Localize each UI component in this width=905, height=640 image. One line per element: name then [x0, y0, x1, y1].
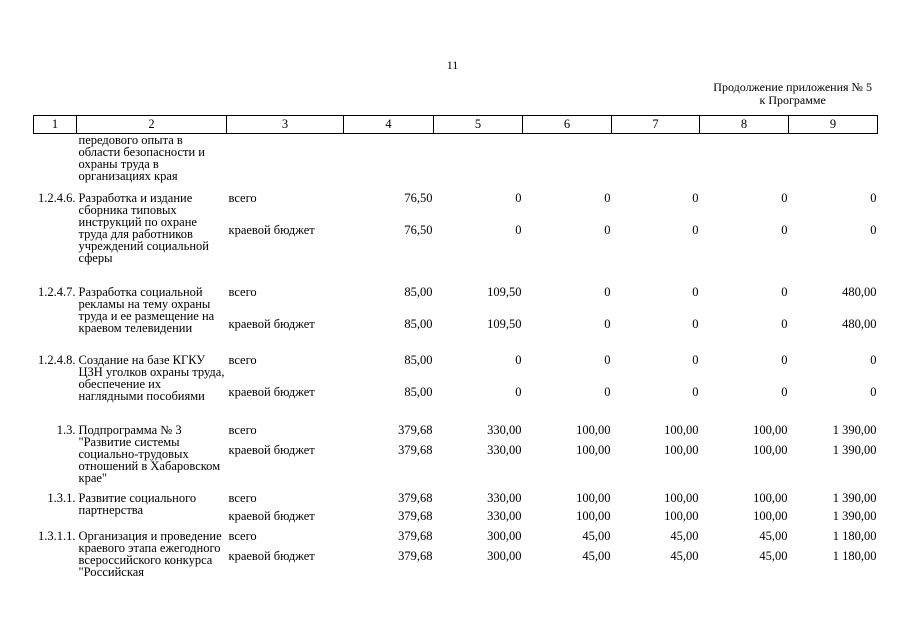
appendix-note-line1: Продолжение приложения № 5: [713, 80, 872, 94]
appendix-note: [713, 81, 872, 107]
value-cell: 45,00: [670, 549, 699, 563]
value-cell: 1 390,00: [832, 423, 877, 437]
table-row: [34, 424, 878, 444]
item-name: Создание на базе КГКУ ЦЗН уголков охраны труда, обеспечение их наглядными пособиями: [78, 353, 225, 403]
table-row: [34, 134, 878, 193]
value-cell: 100,00: [753, 423, 788, 437]
value-cell: 45,00: [582, 549, 611, 563]
header-cell: 4: [344, 116, 434, 134]
funding-source: всего: [228, 285, 257, 299]
value-cell: 0: [604, 285, 611, 299]
funding-source: всего: [228, 423, 257, 437]
item-code: 1.3.1.: [47, 491, 76, 505]
header-cell: 9: [789, 116, 878, 134]
funding-source: краевой бюджет: [228, 317, 315, 331]
value-cell: 0: [604, 385, 611, 399]
value-cell: 0: [781, 353, 788, 367]
program-table: [33, 115, 878, 596]
value-cell: 300,00: [487, 529, 522, 543]
value-cell: 0: [870, 223, 877, 237]
value-cell: 330,00: [487, 491, 522, 505]
value-cell: 109,50: [487, 317, 522, 331]
value-cell: 0: [692, 385, 699, 399]
value-cell: 379,68: [398, 491, 433, 505]
item-code: 1.3.: [56, 423, 76, 437]
value-cell: 300,00: [487, 549, 522, 563]
funding-source: краевой бюджет: [228, 509, 315, 523]
table-row: [34, 354, 878, 386]
value-cell: 1 180,00: [832, 549, 877, 563]
funding-source: всего: [228, 491, 257, 505]
value-cell: 0: [781, 223, 788, 237]
table-row: [34, 286, 878, 318]
item-name: Развитие социального партнерства: [78, 491, 197, 517]
table-row: [34, 492, 878, 510]
item-name: Подпрограмма № 3 "Развитие системы социально-трудовых отношений в Хабаровском крае": [78, 423, 221, 485]
funding-source: краевой бюджет: [228, 443, 315, 457]
value-cell: 100,00: [753, 509, 788, 523]
value-cell: 1 390,00: [832, 509, 877, 523]
value-cell: 330,00: [487, 443, 522, 457]
value-cell: 0: [781, 285, 788, 299]
table-row: [34, 192, 878, 224]
value-cell: 0: [781, 317, 788, 331]
header-cell: 7: [612, 116, 700, 134]
funding-source: всего: [228, 353, 257, 367]
value-cell: 85,00: [404, 317, 433, 331]
funding-source: краевой бюджет: [228, 385, 315, 399]
header-cell: 5: [434, 116, 523, 134]
value-cell: 379,68: [398, 549, 433, 563]
value-cell: 480,00: [842, 285, 877, 299]
item-code: 1.2.4.6.: [38, 191, 76, 205]
value-cell: 0: [870, 191, 877, 205]
value-cell: 109,50: [487, 285, 522, 299]
value-cell: 100,00: [576, 423, 611, 437]
header-cell: 8: [700, 116, 789, 134]
funding-source: всего: [228, 529, 257, 543]
header-cell: 3: [227, 116, 344, 134]
item-name: передового опыта в области безопасности и охраны труда в организациях края: [78, 133, 205, 183]
value-cell: 0: [515, 223, 522, 237]
value-cell: 85,00: [404, 353, 433, 367]
value-cell: 0: [692, 317, 699, 331]
value-cell: 0: [604, 353, 611, 367]
value-cell: 85,00: [404, 285, 433, 299]
value-cell: 100,00: [576, 509, 611, 523]
value-cell: 379,68: [398, 509, 433, 523]
value-cell: 0: [692, 191, 699, 205]
funding-source: краевой бюджет: [228, 549, 315, 563]
funding-source: всего: [228, 191, 257, 205]
value-cell: 379,68: [398, 529, 433, 543]
value-cell: 330,00: [487, 509, 522, 523]
header-cell: 6: [523, 116, 612, 134]
value-cell: 0: [515, 385, 522, 399]
header-cell: 1: [34, 116, 77, 134]
value-cell: 45,00: [670, 529, 699, 543]
value-cell: 0: [870, 385, 877, 399]
table-row: [34, 530, 878, 550]
value-cell: 480,00: [842, 317, 877, 331]
page-number: 11: [446, 58, 459, 72]
value-cell: 100,00: [576, 491, 611, 505]
item-name: Разработка социальной рекламы на тему охраны труда и ее размещение на краевом телевидении: [78, 285, 215, 335]
header-cell: 2: [77, 116, 227, 134]
value-cell: 100,00: [753, 443, 788, 457]
value-cell: 379,68: [398, 423, 433, 437]
value-cell: 1 390,00: [832, 491, 877, 505]
value-cell: 100,00: [753, 491, 788, 505]
value-cell: 100,00: [576, 443, 611, 457]
value-cell: 85,00: [404, 385, 433, 399]
value-cell: 0: [515, 191, 522, 205]
value-cell: 0: [692, 223, 699, 237]
value-cell: 330,00: [487, 423, 522, 437]
value-cell: 0: [604, 317, 611, 331]
item-name: Организация и проведение краевого этапа ежегодного всероссийского конкурса "Российская: [78, 529, 222, 579]
value-cell: 100,00: [664, 491, 699, 505]
value-cell: 76,50: [404, 223, 433, 237]
value-cell: 379,68: [398, 443, 433, 457]
value-cell: 45,00: [759, 549, 788, 563]
header-row: [34, 116, 878, 134]
item-code: 1.2.4.8.: [38, 353, 76, 367]
value-cell: 0: [604, 223, 611, 237]
value-cell: 0: [692, 353, 699, 367]
appendix-note-line2: к Программе: [759, 93, 826, 107]
value-cell: 100,00: [664, 443, 699, 457]
value-cell: 76,50: [404, 191, 433, 205]
item-name: Разработка и издание сборника типовых инструкций по охране труда для работников учреждений социальной сферы: [78, 191, 209, 265]
value-cell: 45,00: [582, 529, 611, 543]
value-cell: 0: [692, 285, 699, 299]
value-cell: 0: [781, 191, 788, 205]
value-cell: 1 180,00: [832, 529, 877, 543]
value-cell: 0: [515, 353, 522, 367]
value-cell: 1 390,00: [832, 443, 877, 457]
value-cell: 0: [870, 353, 877, 367]
value-cell: 100,00: [664, 509, 699, 523]
item-code: 1.2.4.7.: [38, 285, 76, 299]
value-cell: 0: [604, 191, 611, 205]
value-cell: 100,00: [664, 423, 699, 437]
funding-source: краевой бюджет: [228, 223, 315, 237]
value-cell: 45,00: [759, 529, 788, 543]
item-code: 1.3.1.1.: [38, 529, 76, 543]
value-cell: 0: [781, 385, 788, 399]
